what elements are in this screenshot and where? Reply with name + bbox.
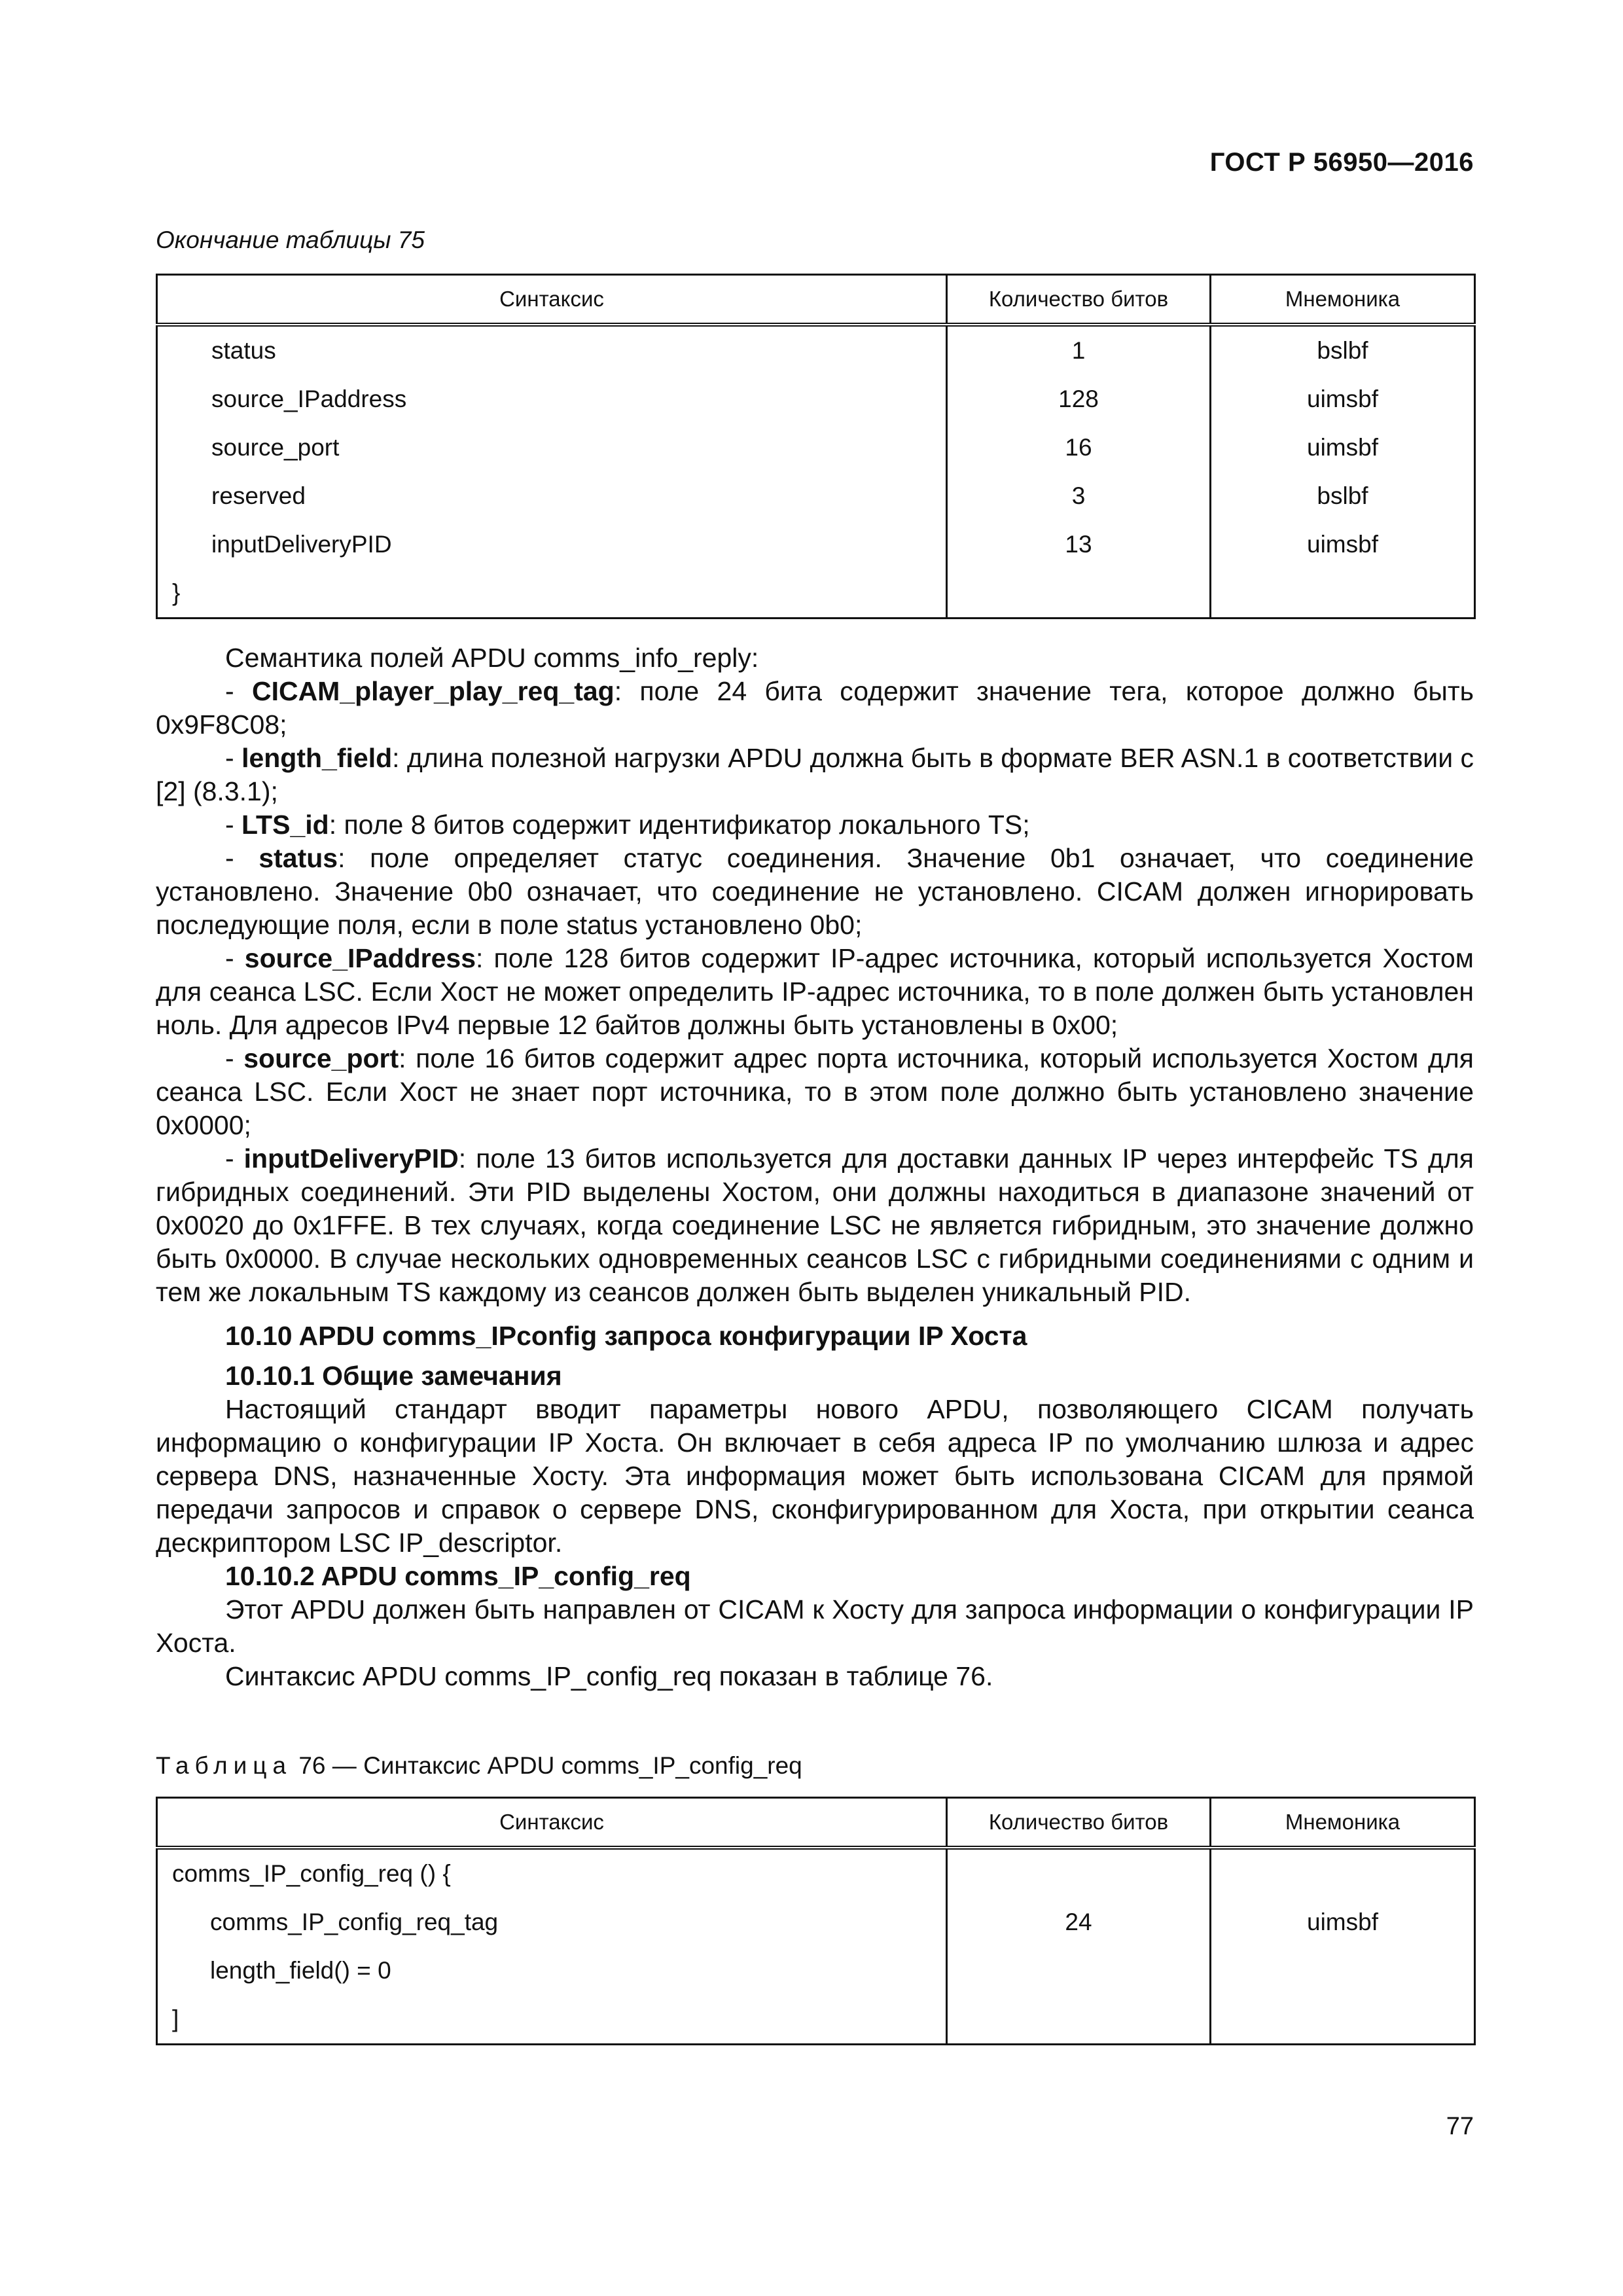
semantics-item: - source_port: поле 16 битов содержит адрес порта источника, который используется Хостом для сеанса LSC. Если Хост не знает порт источника, то в этом поле должно быть установлено значение 0x0000; — [156, 1043, 1474, 1140]
semantics-item: - length_field: длина полезной нагрузки APDU должна быть в формате BER ASN.1 в соответствии с [2] (8.3.1); — [156, 743, 1474, 806]
table-75-continuation-caption: Окончание таблицы 75 — [156, 226, 425, 253]
table-76 — [156, 1797, 1476, 2045]
table-header-row — [157, 275, 1475, 325]
field-term: status — [259, 843, 338, 873]
syntax-cell: source_IPaddress — [157, 375, 947, 423]
section-heading: 10.10 APDU comms_IPconfig запроса конфигурации IP Хоста — [225, 1321, 1027, 1351]
table-76-caption: Таблица 76 — Синтаксис APDU comms_IP_config_req — [156, 1752, 802, 1779]
table-row — [157, 1995, 1475, 2045]
closing-bracket-cell: ] — [157, 1995, 947, 2045]
header-mnemonic: Мнемоника — [1211, 275, 1475, 325]
closing-brace-cell: } — [157, 569, 947, 619]
table-row — [157, 1946, 1475, 1995]
empty-cell — [1211, 569, 1475, 619]
semantics-item: - status: поле определяет статус соединения. Значение 0b1 означает, что соединение установлено. Значение 0b0 означает, что соединение не установлено. CICAM должен игнорировать последующие поля, если в поле status установлено 0b0; — [156, 843, 1474, 940]
bits-cell: 1 — [947, 325, 1211, 375]
header-syntax: Синтаксис — [157, 275, 947, 325]
semantics-item: - LTS_id: поле 8 битов содержит идентификатор локального TS; — [225, 810, 1030, 840]
table-row — [157, 423, 1475, 472]
bits-cell: 16 — [947, 423, 1211, 472]
mnemonic-cell: uimsbf — [1211, 375, 1475, 423]
syntax-cell: inputDeliveryPID — [157, 520, 947, 569]
table-75 — [156, 274, 1476, 619]
bits-cell: 13 — [947, 520, 1211, 569]
syntax-cell: comms_IP_config_req () { — [157, 1848, 947, 1898]
mnemonic-cell: uimsbf — [1211, 423, 1475, 472]
paragraph: Настоящий стандарт вводит параметры нового APDU, позволяющего CICAM получать информацию о конфигурации IP Хоста. Он включает в себя адреса IP по умолчанию шлюза и адрес сервера DNS, назначенные Хосту. Эта информация может быть использована CICAM для прямой передачи запросов и справок о сервере DNS, сконфигурированном для Хоста, при открытии сеанса дескриптором LSC IP_descriptor. — [156, 1394, 1474, 1558]
semantics-intro: Семантика полей APDU comms_info_reply: — [225, 643, 759, 673]
field-term: CICAM_player_play_req_tag — [251, 676, 615, 706]
field-term: inputDeliveryPID — [243, 1143, 459, 1174]
field-term: source_port — [243, 1043, 399, 1073]
bits-cell — [947, 1946, 1211, 1995]
field-term: length_field — [241, 743, 393, 773]
mnemonic-cell — [1211, 1848, 1475, 1898]
header-bits: Количество битов — [947, 275, 1211, 325]
syntax-cell: source_port — [157, 423, 947, 472]
header-bits: Количество битов — [947, 1798, 1211, 1848]
empty-cell — [947, 1995, 1211, 2045]
table-header-row — [157, 1798, 1475, 1848]
syntax-cell: length_field() = 0 — [157, 1946, 947, 1995]
table-row — [157, 472, 1475, 520]
subsection-heading: 10.10.1 Общие замечания — [225, 1361, 562, 1391]
mnemonic-cell: bslbf — [1211, 325, 1475, 375]
mnemonic-cell — [1211, 1946, 1475, 1995]
document-id: ГОСТ Р 56950—2016 — [1209, 148, 1474, 177]
semantics-item: - inputDeliveryPID: поле 13 битов используется для доставки данных IP через интерфейс TS для гибридных соединений. Эти PID выделены Хостом, они должны находиться в диапазоне значений от 0x0020 до 0x1FFE. В тех случаях, когда соединение LSC не является гибридным, это значение должно быть 0x0000. В случае нескольких одновременных сеансов LSC с гибридными соединениями с одним и тем же локальным TS каждому из сеансов должен быть выделен уникальный PID. — [156, 1143, 1474, 1307]
table-row — [157, 1848, 1475, 1898]
semantics-item: - source_IPaddress: поле 128 битов содержит IP-адрес источника, который используется Хостом для сеанса LSC. Если Хост не может определить IP-адрес источника, то в поле должен быть установлен ноль. Для адресов IPv4 первые 12 байтов должны быть установлены в 0x00; — [156, 943, 1474, 1040]
header-syntax: Синтаксис — [157, 1798, 947, 1848]
table-row — [157, 520, 1475, 569]
mnemonic-cell: bslbf — [1211, 472, 1475, 520]
header-mnemonic: Мнемоника — [1211, 1798, 1475, 1848]
paragraph: Этот APDU должен быть направлен от CICAM к Хосту для запроса информации о конфигурации IP Хоста. — [156, 1594, 1474, 1658]
syntax-cell: reserved — [157, 472, 947, 520]
paragraph: Синтаксис APDU comms_IP_config_req показан в таблице 76. — [225, 1661, 993, 1691]
page-number: 77 — [1446, 2113, 1474, 2140]
table-row — [157, 325, 1475, 375]
empty-cell — [1211, 1995, 1475, 2045]
bits-cell: 24 — [947, 1898, 1211, 1946]
bits-cell: 3 — [947, 472, 1211, 520]
syntax-cell: comms_IP_config_req_tag — [157, 1898, 947, 1946]
bits-cell — [947, 1848, 1211, 1898]
empty-cell — [947, 569, 1211, 619]
field-term: LTS_id — [241, 810, 329, 840]
table-row — [157, 375, 1475, 423]
subsection-heading: 10.10.2 APDU comms_IP_config_req — [225, 1561, 691, 1591]
field-term: source_IPaddress — [244, 943, 476, 973]
semantics-item: - CICAM_player_play_req_tag: поле 24 бита содержит значение тега, которое должно быть 0x9F8C08; — [156, 676, 1474, 740]
table-row — [157, 569, 1475, 619]
mnemonic-cell: uimsbf — [1211, 520, 1475, 569]
body-text — [156, 641, 1474, 1693]
syntax-cell: status — [157, 325, 947, 375]
mnemonic-cell: uimsbf — [1211, 1898, 1475, 1946]
bits-cell: 128 — [947, 375, 1211, 423]
table-row — [157, 1898, 1475, 1946]
